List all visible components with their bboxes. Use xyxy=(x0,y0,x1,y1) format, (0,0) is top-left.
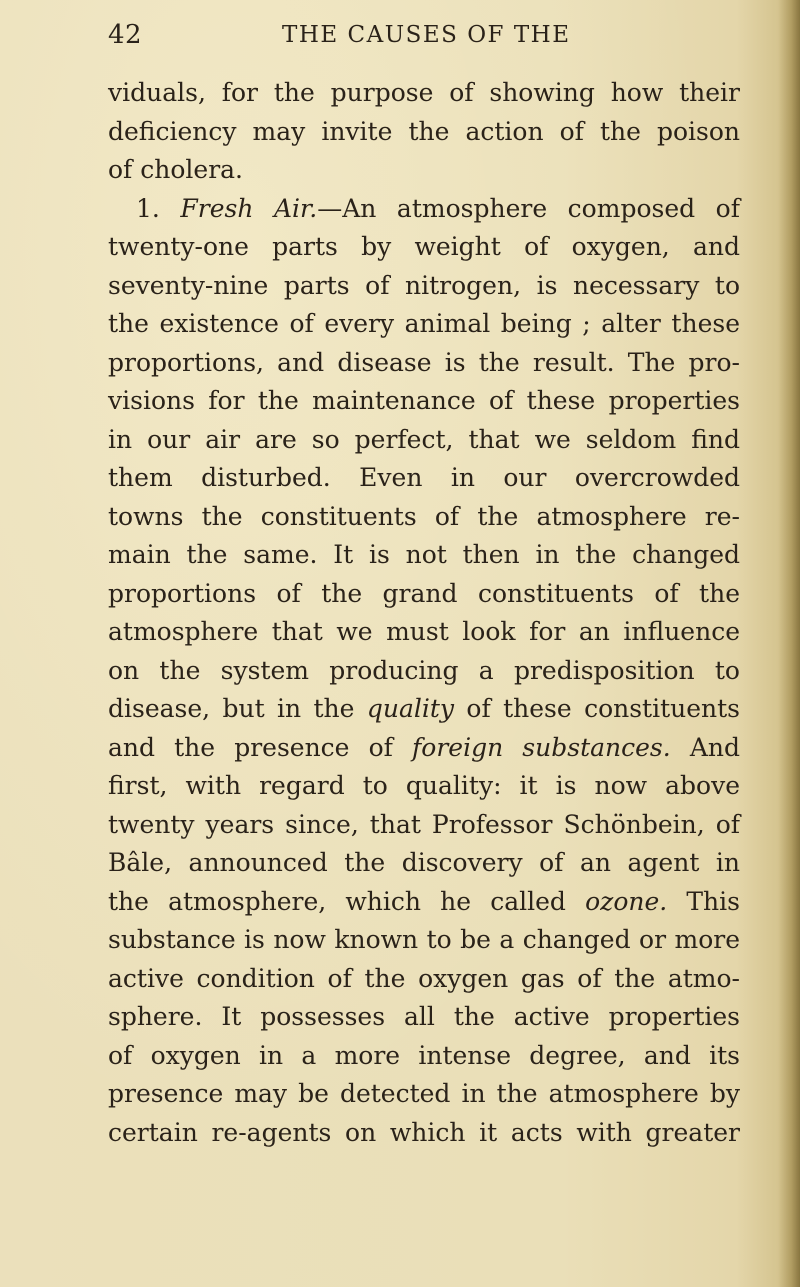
text-line: deficiency may invite the action of the poison xyxy=(108,116,740,146)
section-heading-line: 1. Fresh Air.—An atmosphere composed of xyxy=(136,193,740,223)
text-line: active condition of the oxygen gas of the atmo- xyxy=(108,963,740,993)
emphasis-ozone: ozone. xyxy=(585,886,668,916)
text-line: proportions, and disease is the result. The pro- xyxy=(108,347,740,377)
text-line: seventy-nine parts of nitrogen, is necessary to xyxy=(108,270,740,300)
section-title-fresh-air: Fresh Air. xyxy=(180,193,318,223)
text-line: the existence of every animal being ; alter these xyxy=(108,309,740,338)
text-line: viduals, for the purpose of showing how their xyxy=(108,78,740,107)
text-line: proportions of the grand constituents of the xyxy=(108,578,740,608)
text-line: main the same. It is not then in the changed xyxy=(108,540,740,569)
text-line: substance is now known to be a changed or more xyxy=(108,925,740,954)
text-line: the atmosphere, which he called ozone. This xyxy=(108,886,740,916)
text-line: of cholera. xyxy=(108,155,243,184)
text-line: first, with regard to quality: it is now above xyxy=(108,771,740,800)
emphasis-quality: quality xyxy=(366,694,455,723)
running-head: THE CAUSES OF THE xyxy=(282,22,571,48)
text-line: in our air are so perfect, that we seldom find xyxy=(108,424,740,454)
text-line: towns the constituents of the atmosphere re- xyxy=(108,501,740,531)
text-line: disease, but in the quality of these constituents xyxy=(108,694,741,723)
text-line: them disturbed. Even in our overcrowded xyxy=(108,463,740,492)
text-line: of oxygen in a more intense degree, and its xyxy=(108,1040,740,1070)
text-line: sphere. It possesses all the active properties xyxy=(108,1002,740,1031)
text-line: visions for the maintenance of these properties xyxy=(108,386,740,415)
text-line: twenty years since, that Professor Schönbein, of xyxy=(108,809,740,839)
text-line: on the system producing a predisposition to xyxy=(108,655,740,685)
page-header xyxy=(108,18,748,58)
page-number: 42 xyxy=(108,20,143,50)
body-text xyxy=(108,74,740,1152)
text-line: Bâle, announced the discovery of an agent in xyxy=(108,848,740,877)
emphasis-foreign-substances: foreign substances. xyxy=(412,732,671,762)
text-line: certain re-agents on which it acts with greater xyxy=(108,1117,740,1147)
page-edge-shadow xyxy=(778,0,800,1287)
text-line: twenty-one parts by weight of oxygen, and xyxy=(108,232,740,261)
text-line: presence may be detected in the atmosphere by xyxy=(108,1079,740,1108)
text-line: atmosphere that we must look for an influence xyxy=(108,617,740,646)
text-line: and the presence of foreign substances. And xyxy=(108,732,740,762)
